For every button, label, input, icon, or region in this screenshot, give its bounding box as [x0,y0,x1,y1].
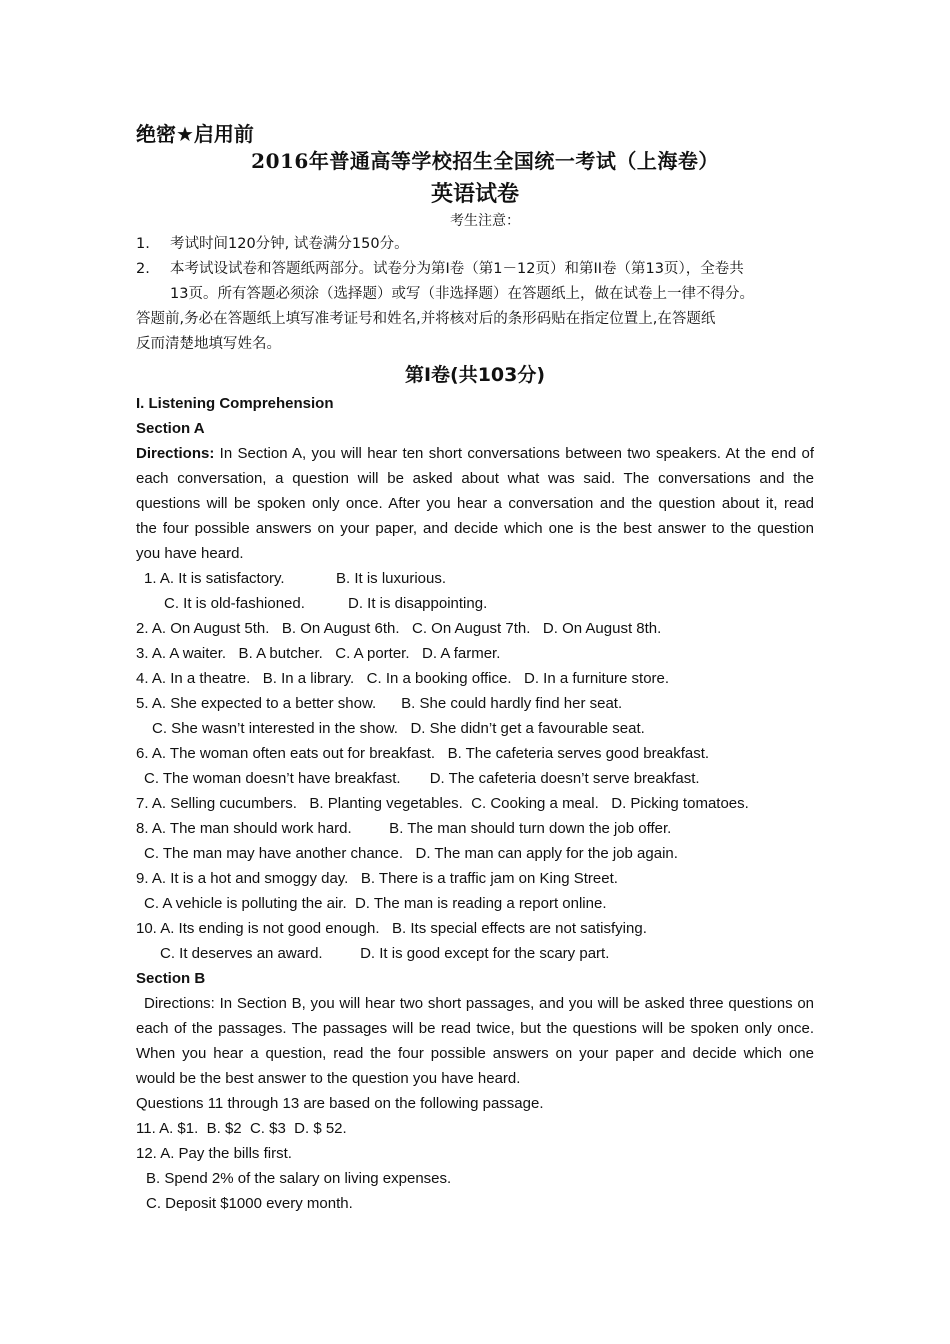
part-title: 第I卷(共103分) [404,364,546,386]
option-d: D. It is disappointing. [348,595,488,612]
notice-text: 考试时间120分钟, 试卷满分150分。 [170,236,409,252]
section-heading: I. Listening Comprehension [136,395,334,412]
directions-label: Directions: [136,445,215,462]
question-5-ab: 5. A. She expected to a better show. B. She could hardly find her seat. [136,695,623,712]
option-b: B. It is luxurious. [336,570,447,587]
section-a-heading: Section A [136,420,205,437]
section-b-heading: Section B [136,970,206,987]
question-12-a: 12. A. Pay the bills first. [136,1145,292,1162]
paper-title: 英语试卷 [430,181,519,207]
question-6-ab: 6. A. The woman often eats out for breakfast. B. The cafeteria serves good breakfast. [136,745,710,762]
directions-text: In Section A, you will hear ten short conversations between two speakers. At the end of [214,445,814,462]
question-2: 2. A. On August 5th. B. On August 6th. C. On August 7th. D. On August 8th. [136,620,662,637]
question-12-c: C. Deposit $1000 every month. [146,1195,353,1212]
directions-a-line: questions will be spoken only once. After you hear a conversation and the question about it, read [136,495,814,512]
question-1-ab [136,566,814,591]
question-10-cd: C. It deserves an award. D. It is good except for the scary part. [160,945,610,962]
notice-item-1 [136,232,814,257]
notice-text-continued: 答题前,务必在答题纸上填写准考证号和姓名,并将核对后的条形码贴在指定位置上,在答题纸 [136,311,716,327]
directions-a-line [136,441,814,466]
notice-item-2 [136,257,814,282]
directions-b-line: each of the passages. The passages will be read twice, but the questions will be spoken only once. [136,1020,814,1037]
exam-title: 2016年普通高等学校招生全国统一考试（上海卷） [251,149,719,173]
directions-b-line: Directions: In Section B, you will hear two short passages, and you will be asked three questions on [144,995,814,1012]
question-8-ab: 8. A. The man should work hard. B. The man should turn down the job offer. [136,820,672,837]
directions-a-line: you have heard. [136,545,244,562]
question-10-ab: 10. A. Its ending is not good enough. B. Its special effects are not satisfying. [136,920,647,937]
question-5-cd: C. She wasn’t interested in the show. D. She didn’t get a favourable seat. [152,720,645,737]
notice-heading: 考生注意： [450,213,520,229]
notice-number: 1. [136,236,150,252]
question-4: 4. A. In a theatre. B. In a library. C. In a booking office. D. In a furniture store. [136,670,670,687]
notice-text-continued: 反而清楚地填写姓名。 [136,336,281,352]
directions-b-line: When you hear a question, read the four possible answers on your paper and decide which one [136,1045,814,1062]
question-1-cd [136,591,814,616]
question-11: 11. A. $1. B. $2 C. $3 D. $ 52. [136,1120,347,1137]
passage-intro: Questions 11 through 13 are based on the following passage. [136,1095,544,1112]
directions-b-line: would be the best answer to the question you have heard. [136,1070,521,1087]
notice-text: 本考试设试卷和答题纸两部分。试卷分为第I卷（第1－12页）和第II卷（第13页），全卷共 [170,261,744,277]
question-6-cd: C. The woman doesn’t have breakfast. D. The cafeteria doesn’t serve breakfast. [144,770,700,787]
question-9-cd: C. A vehicle is polluting the air. D. The man is reading a report online. [144,895,607,912]
directions-a-line: each conversation, a question will be asked about what was said. The conversations and the [136,470,814,487]
question-7: 7. A. Selling cucumbers. B. Planting vegetables. C. Cooking a meal. D. Picking tomatoes. [136,795,749,812]
notice-number: 2. [136,261,150,277]
notice-text-continued: 13页。所有答题必须涂（选择题）或写（非选择题）在答题纸上，做在试卷上一律不得分。 [170,286,754,302]
option-c: C. It is old-fashioned. [164,595,305,612]
confidential-label: 绝密★启用前 [136,122,254,146]
question-8-cd: C. The man may have another chance. D. The man can apply for the job again. [144,845,678,862]
directions-a-line: the four possible answers on your paper, and decide which one is the best answer to the question [136,520,814,537]
question-9-ab: 9. A. It is a hot and smoggy day. B. There is a traffic jam on King Street. [136,870,618,887]
exam-page [136,120,814,1216]
option-a: 1. A. It is satisfactory. [144,570,285,587]
question-12-b: B. Spend 2% of the salary on living expenses. [146,1170,452,1187]
question-3: 3. A. A waiter. B. A butcher. C. A porter. D. A farmer. [136,645,501,662]
